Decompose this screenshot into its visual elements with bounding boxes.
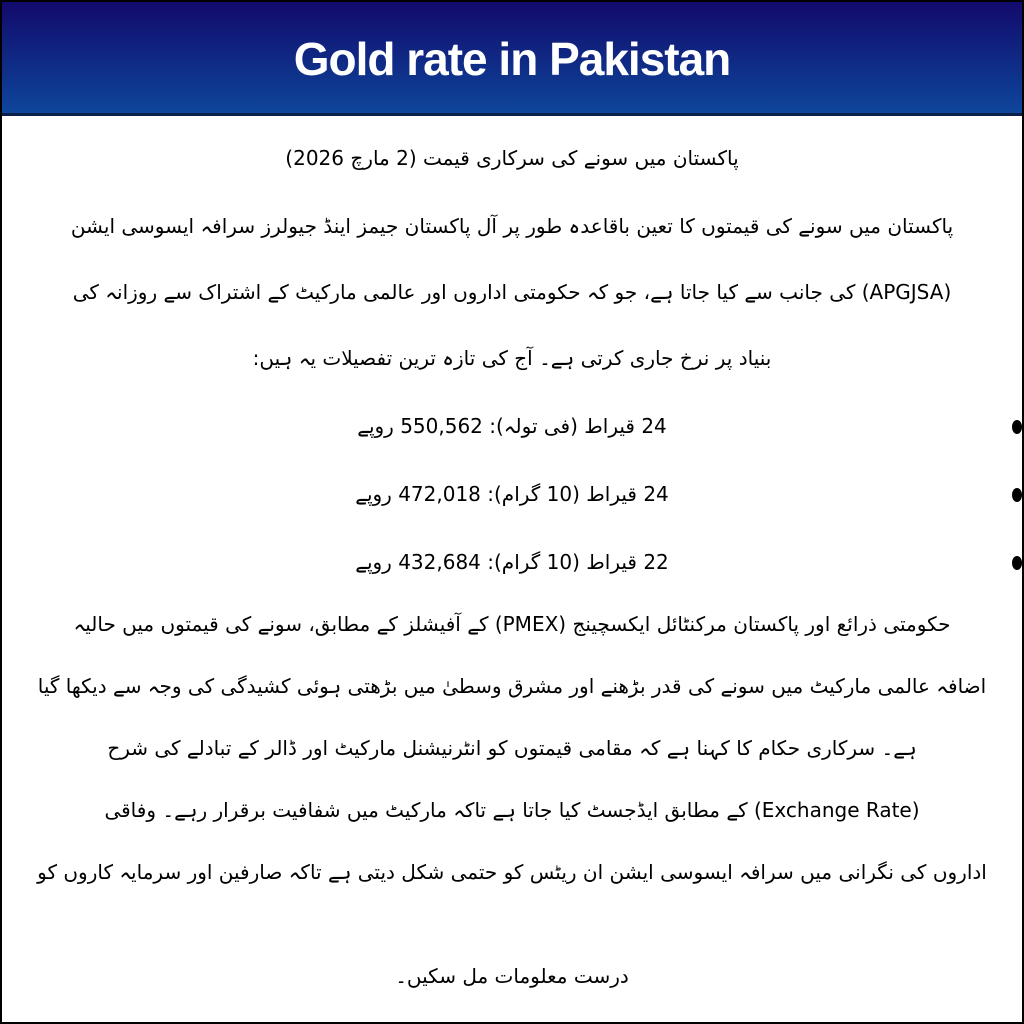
rate-item-22k-10g	[8, 546, 1016, 578]
rate-item-24k-10g	[8, 478, 1016, 510]
body-line: درست معلومات مل سکیں۔	[395, 964, 629, 988]
bullet-icon	[1012, 488, 1022, 502]
article-heading: پاکستان میں سونے کی سرکاری قیمت (2 مارچ 2026)	[285, 146, 739, 170]
rate-text: 22 قیراط (10 گرام): 432,684 روپے	[355, 550, 669, 574]
body-line: (Exchange Rate) کے مطابق ایڈجسٹ کیا جاتا ہے تاکہ مارکیٹ میں شفافیت برقرار رہے۔ وفاقی	[104, 798, 920, 822]
rate-text: 24 قیراط (10 گرام): 472,018 روپے	[355, 482, 669, 506]
body-line: اداروں کی نگرانی میں سرافہ ایسوسی ایشن ان ریٹس کو حتمی شکل دیتی ہے تاکہ صارفین اور سرمایہ کاروں کو	[37, 860, 987, 884]
bullet-icon	[1012, 420, 1022, 434]
rate-text: 24 قیراط (فی تولہ): 550,562 روپے	[357, 414, 667, 438]
intro-line: بنیاد پر نرخ جاری کرتی ہے۔ آج کی تازہ ترین تفصیلات یہ ہیں:	[252, 346, 772, 370]
page-title: Gold rate in Pakistan	[293, 33, 731, 85]
body-line: اضافہ عالمی مارکیٹ میں سونے کی قدر بڑھنے اور مشرق وسطیٰ میں بڑھتی ہوئی کشیدگی کی وجہ سے دیکھا گیا	[37, 674, 987, 698]
rate-item-24k-tola	[8, 410, 1016, 442]
header-banner	[2, 2, 1022, 116]
bullet-icon	[1012, 556, 1022, 570]
intro-line: (APGJSA) کی جانب سے کیا جاتا ہے، جو کہ حکومتی اداروں اور عالمی مارکیٹ کے اشتراک سے روزانہ کی	[72, 280, 952, 304]
article-body	[8, 130, 1016, 992]
body-line: ہے۔ سرکاری حکام کا کہنا ہے کہ مقامی قیمتوں کو انٹرنیشنل مارکیٹ اور ڈالر کے تبادلے کی شرح	[107, 736, 917, 760]
intro-line: پاکستان میں سونے کی قیمتوں کا تعین باقاعدہ طور پر آل پاکستان جیمز اینڈ جیولرز سرافہ ایسوسی ایشن	[70, 214, 954, 238]
body-line: حکومتی ذرائع اور پاکستان مرکنٹائل ایکسچینج (PMEX) کے آفیشلز کے مطابق، سونے کی قیمتوں میں حالیہ	[73, 612, 951, 636]
